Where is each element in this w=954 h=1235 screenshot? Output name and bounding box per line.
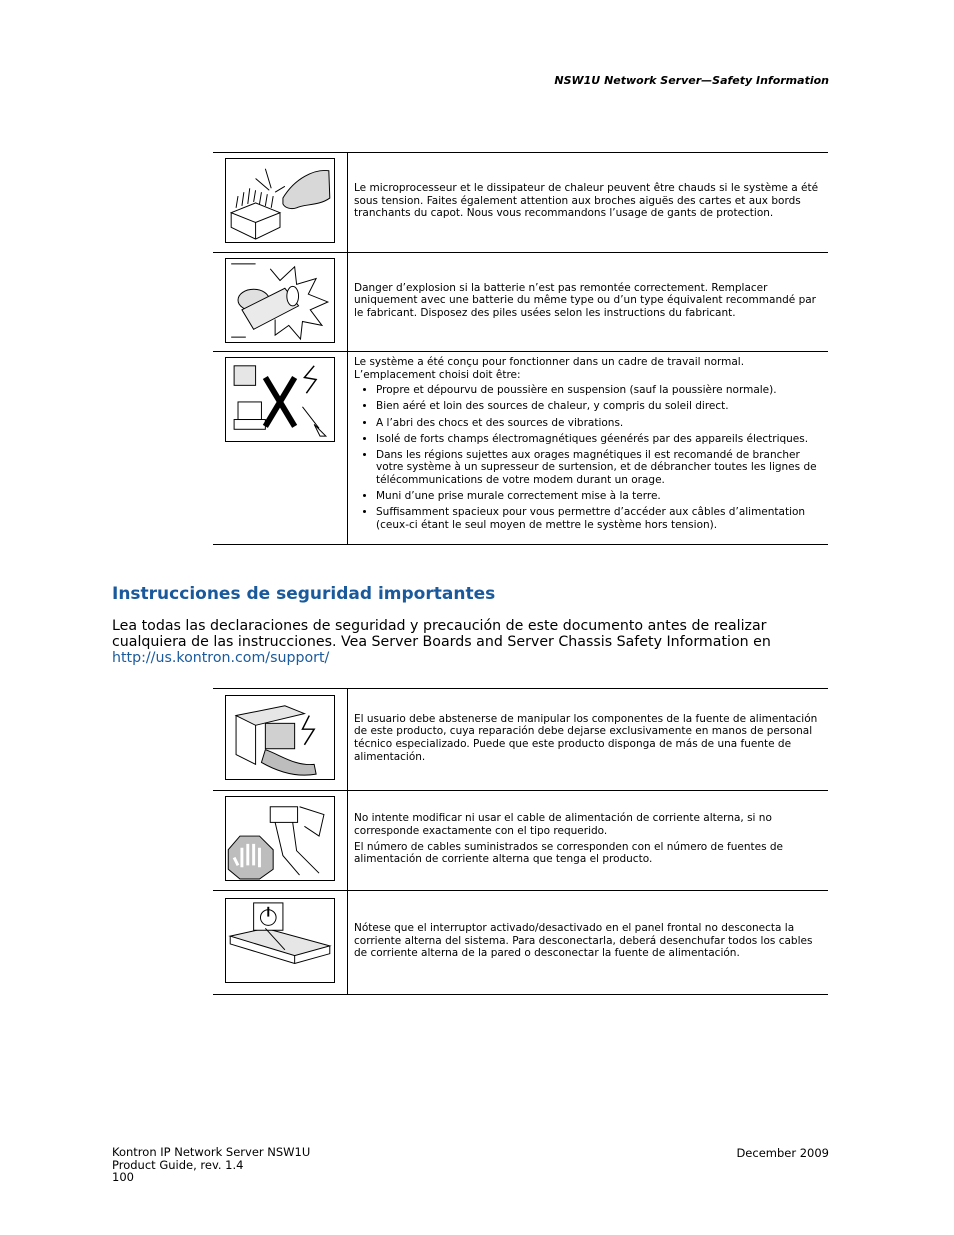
footer-product: Kontron IP Network Server NSW1U: [112, 1145, 311, 1159]
support-link[interactable]: http://us.kontron.com/support/: [112, 650, 330, 666]
list-item: • Dans les régions sujettes aux orages magnétiques il est recomandé de brancher votre système à un supresseur de surtension, et de débrancher toutes les lignes de télécommunications de votre modem durant un orage.: [376, 449, 822, 487]
safety-text: No intente modificar ni usar el cable de alimentación de corriente alterna, si no corresponde exactamente con el tipo requerido.: [354, 812, 772, 837]
list-item: • Muni d’une prise murale correctement mise à la terre.: [376, 490, 822, 503]
power-supply-shock-icon: [225, 695, 335, 780]
safety-row: [213, 153, 828, 253]
footer-left: [112, 1146, 310, 1184]
list-item: • Suffisamment spacieux pour vous permettre d’accéder aux câbles d’alimentation (ceux-ci étant le seul moyen de mettre le système hors tension).: [376, 506, 822, 531]
safety-row: [213, 252, 828, 352]
footer-date: December 2009: [736, 1146, 829, 1160]
battery-explosion-icon: [225, 258, 335, 343]
list-item: • Bien aéré et loin des sources de chaleur, y compris du soleil direct.: [376, 400, 822, 413]
environment-hazards-icon: [225, 357, 335, 442]
safety-intro: Le système a été conçu pour fonctionner dans un cadre de travail normal. L’emplacement choisi doit être:: [354, 356, 745, 381]
section-intro: Lea todas las declaraciones de seguridad y precaución de este documento antes de realizar cualquiera de las instrucciones. Vea Server Boards and Server Chassis Safety Information en http://us.kontron.com/support/: [112, 618, 771, 666]
running-header: NSW1U Network Server—Safety Information: [554, 74, 829, 87]
safety-row: [213, 891, 828, 995]
safety-text: Nótese que el interruptor activado/desactivado en el panel frontal no desconecta la corriente alterna del sistema. Para desconectarla, deberá desenchufar todos los cables de corriente alterna de la pared o desconectar la fuente de alimentación.: [354, 922, 813, 960]
safety-text: El usuario debe abstenerse de manipular los componentes de la fuente de alimentación de este producto, cuya reparación debe dejarse exclusivamente en manos de personal técnico especializado. Puede que este producto disponga de más de una fuente de alimentación.: [354, 712, 818, 763]
safety-text: El número de cables suministrados se corresponden con el número de fuentes de alimentación de corriente alterna que tenga el producto.: [354, 840, 783, 866]
requirement-list: [354, 384, 822, 531]
power-button-chassis-icon: [225, 898, 335, 983]
spanish-safety-table: [213, 688, 828, 995]
safety-text: Le microprocesseur et le dissipateur de chaleur peuvent être chauds si le système a été sous tension. Faites également attention aux broches aiguës des cartes et aux bords tranchants du capot. Nous vous recommandons l’usage de gants de protection.: [354, 181, 819, 220]
page-number: 100: [112, 1170, 134, 1184]
footer-guide: Product Guide, rev. 1.4: [112, 1157, 244, 1172]
list-item: • Isolé de forts champs électromagnétiques géenérés par des appareils électriques.: [376, 433, 822, 446]
safety-row: [213, 689, 828, 791]
french-safety-table: [213, 152, 828, 545]
safety-row: [213, 352, 828, 545]
hot-heatsink-hand-icon: [225, 158, 335, 243]
safety-row: [213, 791, 828, 891]
section-title: Instrucciones de seguridad importantes: [112, 584, 496, 604]
list-item: • Propre et dépourvu de poussière en suspension (sauf la poussière normale).: [376, 384, 822, 397]
power-cord-stop-hand-icon: [225, 796, 335, 881]
list-item: • A l’abri des chocs et des sources de vibrations.: [376, 417, 822, 430]
safety-text: Danger d’explosion si la batterie n’est pas remontée correctement. Remplacer uniquement avec une batterie du même type ou d’un type équivalent recommandé par le fabricant. Disposez des piles usées selon les instructions du fabricant.: [354, 281, 816, 319]
